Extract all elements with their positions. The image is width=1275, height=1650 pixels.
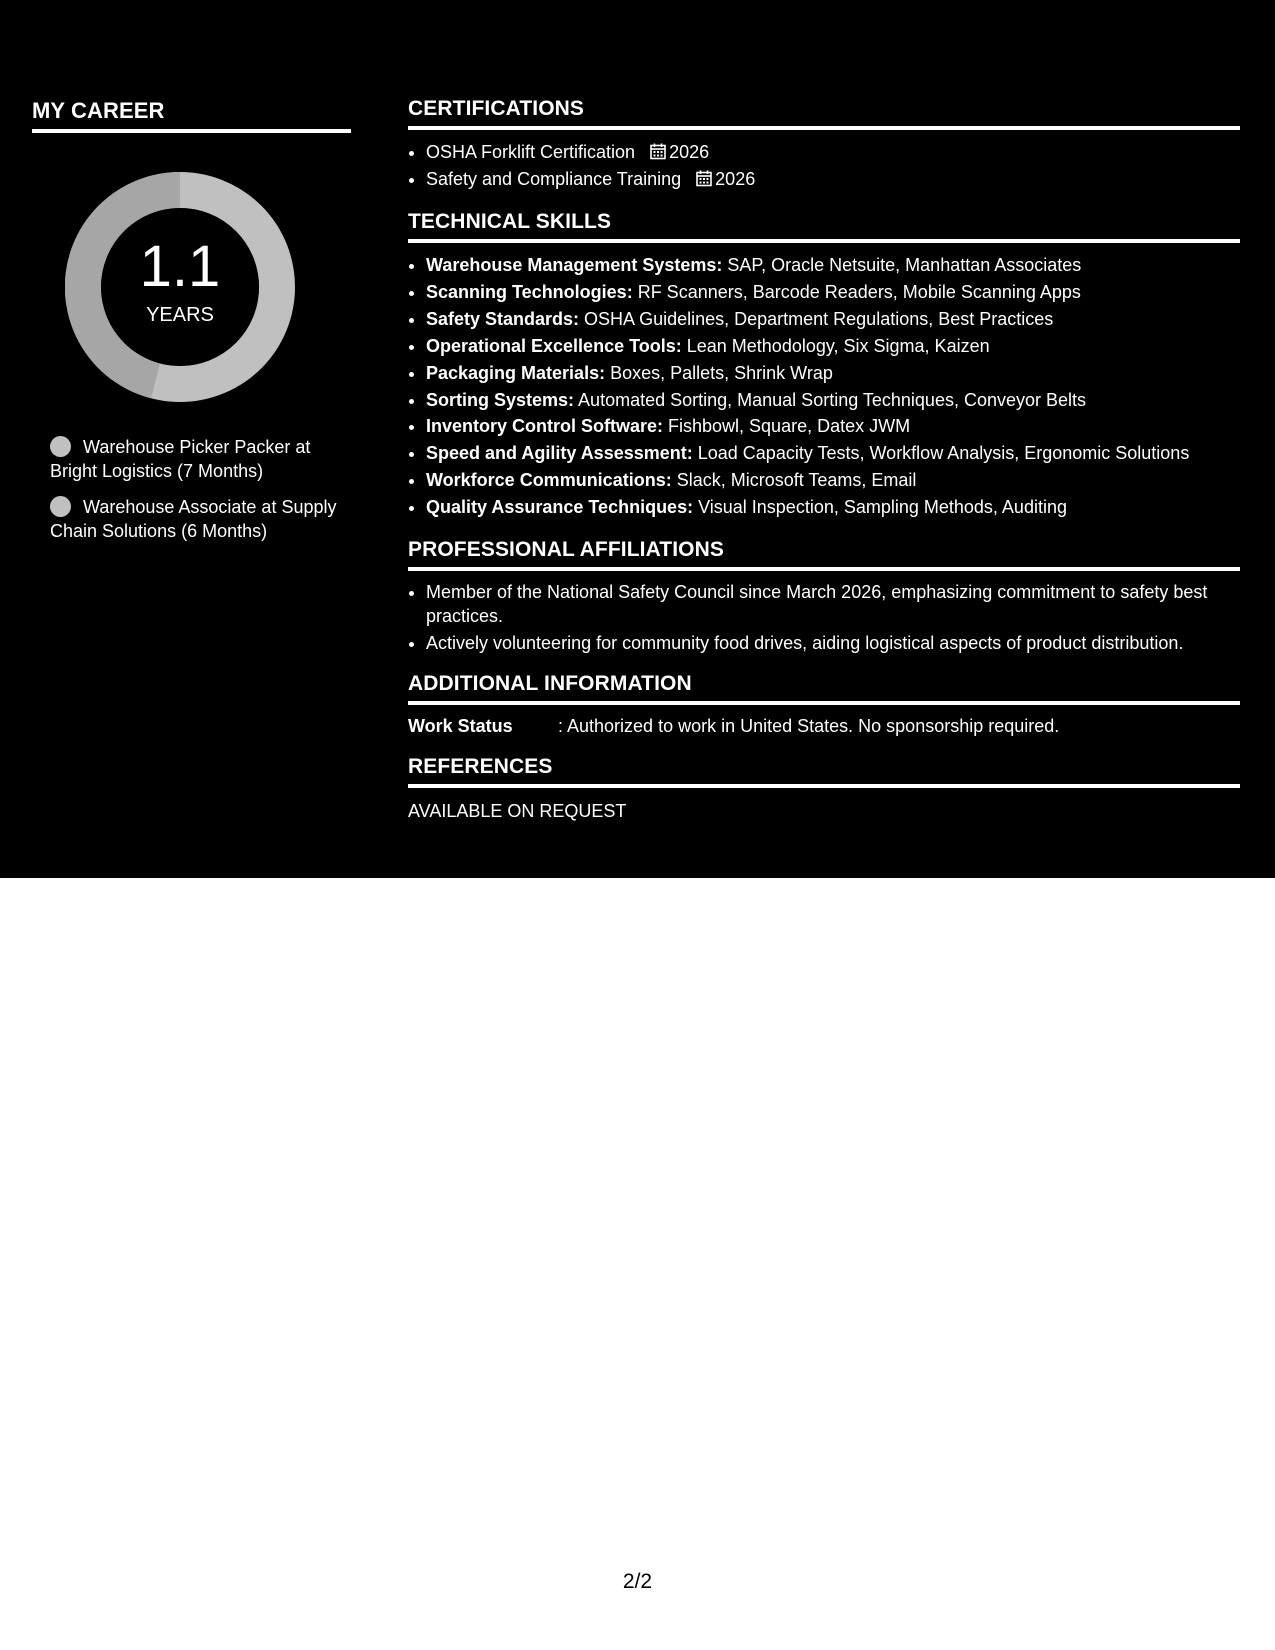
skill-label: Operational Excellence Tools:	[426, 335, 682, 356]
certification-name: OSHA Forklift Certification	[426, 142, 636, 162]
skill-value: Boxes, Pallets, Shrink Wrap	[605, 362, 833, 383]
right-column	[408, 96, 1240, 823]
skill-item	[426, 413, 1240, 440]
additional-info-section	[408, 671, 1240, 738]
affiliation-item: • Member of the National Safety Council since March 2026, emphasizing commitment to safety best practices.	[426, 580, 1240, 628]
technical-skills-list	[408, 252, 1240, 521]
work-status-value: : Authorized to work in United States. No sponsorship required.	[558, 716, 1060, 737]
skill-label: Packaging Materials:	[426, 362, 606, 383]
skill-item	[426, 252, 1240, 279]
technical-skills-section	[408, 209, 1240, 521]
career-item-text: Warehouse Picker Packer at Bright Logistics (7 Months)	[50, 437, 311, 481]
additional-info-heading: ADDITIONAL INFORMATION	[408, 671, 1240, 705]
skill-label: Scanning Technologies:	[426, 281, 633, 302]
skill-item	[426, 494, 1240, 521]
skill-label: Warehouse Management Systems:	[426, 255, 723, 275]
bullet-dot-icon	[50, 436, 71, 457]
skill-label: Sorting Systems:	[426, 389, 575, 410]
references-heading: REFERENCES	[408, 754, 1240, 788]
skill-label: Quality Assurance Techniques:	[426, 497, 694, 518]
skill-value: Lean Methodology, Six Sigma, Kaizen	[681, 335, 990, 356]
certification-name: Safety and Compliance Training	[426, 169, 682, 189]
left-column	[32, 98, 351, 555]
calendar-icon	[696, 170, 712, 187]
career-item-text: Warehouse Associate at Supply Chain Solutions (6 Months)	[50, 497, 337, 541]
work-status-label: Work Status	[408, 716, 513, 737]
years-label: YEARS	[146, 304, 214, 326]
skill-label: Speed and Agility Assessment:	[426, 443, 693, 464]
certification-year: 2026	[715, 169, 756, 189]
skill-item	[426, 440, 1240, 467]
affiliations-heading: PROFESSIONAL AFFILIATIONS	[408, 537, 1240, 571]
skill-label: Workforce Communications:	[426, 470, 672, 491]
calendar-icon	[650, 143, 666, 160]
skill-value: SAP, Oracle Netsuite, Manhattan Associates	[722, 255, 1082, 275]
career-list	[50, 435, 340, 543]
skill-value: Fishbowl, Square, Datex JWM	[663, 416, 911, 437]
references-text: AVAILABLE ON REQUEST	[408, 801, 627, 822]
skill-value: Visual Inspection, Sampling Methods, Auditing	[693, 497, 1067, 518]
skill-value: OSHA Guidelines, Department Regulations, Best Practices	[579, 308, 1054, 329]
work-status-row	[408, 714, 1240, 738]
page-number: 2/2	[622, 1570, 653, 1593]
affiliation-item: • Actively volunteering for community food drives, aiding logistical aspects of product distribution.	[426, 631, 1240, 655]
skill-item	[426, 467, 1240, 494]
certifications-list	[408, 139, 1240, 193]
skill-item	[426, 360, 1240, 387]
affiliations-list	[408, 580, 1240, 655]
affiliations-section	[408, 537, 1240, 655]
skill-value: Load Capacity Tests, Workflow Analysis, Ergonomic Solutions	[692, 443, 1190, 464]
skill-item	[426, 387, 1240, 414]
technical-skills-heading: TECHNICAL SKILLS	[408, 209, 1240, 243]
certification-item	[426, 166, 1240, 193]
certifications-section	[408, 96, 1240, 193]
references-section	[408, 754, 1240, 823]
skill-label: Inventory Control Software:	[426, 416, 664, 437]
career-item	[50, 495, 340, 543]
skill-value: Automated Sorting, Manual Sorting Techniques, Conveyor Belts	[574, 389, 1087, 410]
years-value: 1.1	[139, 234, 221, 299]
skill-label: Safety Standards:	[426, 308, 580, 329]
skill-item	[426, 333, 1240, 360]
skill-value: Slack, Microsoft Teams, Email	[671, 470, 917, 491]
bullet-dot-icon	[50, 496, 71, 517]
career-heading: MY CAREER	[32, 98, 351, 133]
certification-year: 2026	[669, 142, 710, 162]
skill-value: RF Scanners, Barcode Readers, Mobile Scanning Apps	[632, 281, 1081, 302]
skill-item	[426, 279, 1240, 306]
skill-item	[426, 306, 1240, 333]
career-item	[50, 435, 340, 483]
certification-item	[426, 139, 1240, 166]
experience-donut-chart	[65, 172, 295, 402]
certifications-heading: CERTIFICATIONS	[408, 96, 1240, 130]
